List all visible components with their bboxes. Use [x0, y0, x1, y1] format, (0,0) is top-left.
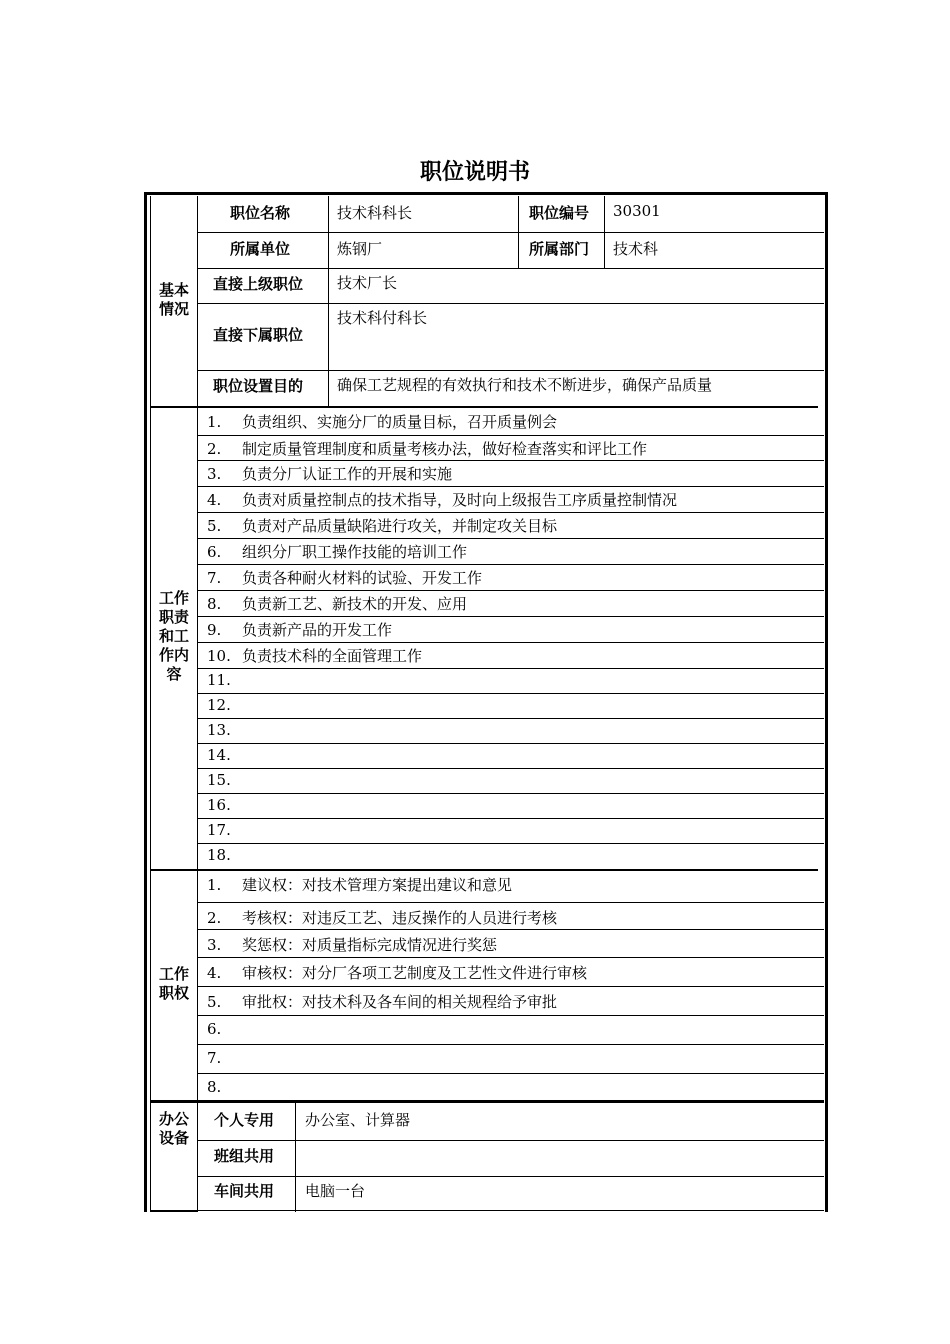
row-divider: [197, 793, 824, 794]
job-description-table: [144, 192, 828, 1212]
authority-item-number: 3.: [207, 936, 222, 954]
row-divider: [197, 1140, 824, 1141]
duty-item-number: 8.: [207, 595, 222, 613]
duty-item-text: 负责对质量控制点的技术指导，及时向上级报告工序质量控制情况: [242, 491, 678, 509]
duty-item-number: 15.: [207, 771, 231, 789]
section-label-basic: 基本 情况: [158, 281, 189, 318]
duty-item: [207, 696, 242, 714]
duty-item-text: 负责各种耐火材料的试验、开发工作: [242, 569, 483, 587]
basic-label-divider: [328, 196, 329, 408]
authority-item-number: 6.: [207, 1020, 222, 1038]
duty-item: [207, 438, 647, 459]
subordinate-label: 直接下属职位: [213, 326, 304, 344]
section-column-divider: [197, 196, 198, 1212]
duty-item: [207, 567, 482, 588]
workshop-equipment-label: 车间共用: [214, 1182, 275, 1200]
duty-item-text: 负责组织、实施分厂的质量目标，召开质量例会: [242, 413, 558, 431]
duty-item-number: 7.: [207, 569, 222, 587]
purpose-label: 职位设置目的: [213, 377, 304, 395]
row-divider: [197, 902, 824, 903]
duty-item-number: 9.: [207, 621, 222, 639]
row-divider: [197, 768, 824, 769]
section-divider: [150, 869, 818, 871]
row-divider: [197, 564, 824, 565]
row-divider: [197, 512, 824, 513]
authority-item: [207, 907, 557, 928]
row-divider: [197, 232, 824, 233]
row-divider: [197, 303, 824, 304]
duty-item-number: 18.: [207, 846, 231, 864]
duty-item-number: 2.: [207, 440, 222, 458]
authority-item-number: 1.: [207, 876, 222, 894]
authority-item: [207, 874, 512, 895]
row-divider: [197, 1073, 824, 1074]
duty-item: [207, 645, 422, 666]
row-divider: [197, 668, 824, 669]
equipment-label-divider: [295, 1103, 296, 1212]
authority-item-text: 奖惩权：对质量指标完成情况进行奖惩: [242, 936, 498, 954]
duty-item: [207, 489, 677, 510]
authority-item-text: 建议权：对技术管理方案提出建议和意见: [242, 876, 513, 894]
row-divider: [197, 929, 824, 930]
row-divider: [197, 693, 824, 694]
authority-item: [207, 962, 587, 983]
row-divider: [197, 460, 824, 461]
duty-item: [207, 746, 242, 764]
authority-item: [207, 1020, 242, 1038]
authority-item-number: 4.: [207, 964, 222, 982]
section-label-duties: 工作 职责 和工 作内 容: [158, 589, 189, 683]
duty-item-text: 负责新产品的开发工作: [242, 621, 393, 639]
authority-item: [207, 1049, 242, 1067]
duty-item-number: 3.: [207, 465, 222, 483]
row-divider: [197, 1176, 824, 1177]
duty-item-number: 11.: [207, 671, 231, 689]
duty-item-text: 负责分厂认证工作的开展和实施: [242, 465, 453, 483]
workshop-equipment-value: 电脑一台: [305, 1182, 366, 1200]
authority-item: [207, 934, 497, 955]
duty-item-number: 10.: [207, 647, 231, 665]
authority-item-number: 2.: [207, 909, 222, 927]
row-divider: [197, 268, 824, 269]
authority-item: [207, 991, 557, 1012]
duty-item: [207, 515, 557, 536]
authority-item-text: 审核权：对分厂各项工艺制度及工艺性文件进行审核: [242, 964, 588, 982]
table-inner-left-border: [150, 196, 151, 1212]
row-divider: [197, 957, 824, 958]
superior-label: 直接上级职位: [213, 275, 304, 293]
dept-value: 技术科: [613, 240, 659, 258]
position-code-label: 职位编号: [529, 204, 590, 222]
authority-item-number: 7.: [207, 1049, 222, 1067]
authority-item-text: 审批权：对技术科及各车间的相关规程给予审批: [242, 993, 558, 1011]
row-divider: [197, 1044, 824, 1045]
superior-value: 技术厂长: [337, 274, 398, 292]
position-name-label: 职位名称: [230, 204, 291, 222]
position-name-value: 技术科科长: [337, 204, 413, 222]
duty-item-number: 1.: [207, 413, 222, 431]
row-divider: [197, 538, 824, 539]
duty-item: [207, 771, 242, 789]
duty-item: [207, 821, 242, 839]
row-divider: [197, 616, 824, 617]
table-bottom-left: [150, 1210, 198, 1212]
duty-item-number: 4.: [207, 491, 222, 509]
duty-item: [207, 541, 467, 562]
duty-item-text: 负责新工艺、新技术的开发、应用: [242, 595, 468, 613]
section-label-authority: 工作 职权: [158, 965, 189, 1002]
unit-label: 所属单位: [230, 240, 291, 258]
row-divider: [197, 1210, 824, 1211]
duty-item: [207, 796, 242, 814]
duty-item-number: 6.: [207, 543, 222, 561]
personal-equipment-value: 办公室、计算器: [305, 1111, 411, 1129]
section-divider-thick: [150, 1100, 824, 1103]
duty-item-number: 14.: [207, 746, 231, 764]
row-divider: [197, 986, 824, 987]
duty-item-number: 17.: [207, 821, 231, 839]
duty-item: [207, 619, 392, 640]
section-label-equipment: 办公 设备: [158, 1110, 189, 1147]
unit-value: 炼钢厂: [337, 240, 383, 258]
row-divider: [197, 718, 824, 719]
row-divider: [197, 486, 824, 487]
purpose-value: 确保工艺规程的有效执行和技术不断进步，确保产品质量: [337, 376, 713, 394]
duty-item: [207, 463, 452, 484]
subordinate-value: 技术科付科长: [337, 309, 428, 327]
duty-item-text: 负责对产品质量缺陷进行攻关，并制定攻关目标: [242, 517, 558, 535]
duty-item: [207, 671, 242, 689]
duty-item: [207, 846, 242, 864]
duty-item-number: 5.: [207, 517, 222, 535]
row-divider: [197, 818, 824, 819]
authority-item-number: 5.: [207, 993, 222, 1011]
duty-item: [207, 411, 557, 432]
duty-item-text: 组织分厂职工操作技能的培训工作: [242, 543, 468, 561]
duty-item: [207, 593, 467, 614]
duty-item: [207, 721, 242, 739]
authority-item-text: 考核权：对违反工艺、违反操作的人员进行考核: [242, 909, 558, 927]
row-divider: [197, 370, 824, 371]
team-equipment-label: 班组共用: [214, 1147, 275, 1165]
duty-item-text: 负责技术科的全面管理工作: [242, 647, 423, 665]
authority-item-number: 8.: [207, 1078, 222, 1096]
row-divider: [197, 435, 824, 436]
position-code-value: 30301: [613, 202, 661, 220]
authority-item: [207, 1078, 242, 1096]
duty-item-number: 16.: [207, 796, 231, 814]
personal-equipment-label: 个人专用: [214, 1111, 275, 1129]
duty-item-number: 13.: [207, 721, 231, 739]
row-divider: [197, 743, 824, 744]
row-divider: [197, 590, 824, 591]
duty-item-number: 12.: [207, 696, 231, 714]
page-title: 职位说明书: [419, 160, 530, 185]
row-divider: [197, 642, 824, 643]
row-divider: [197, 843, 824, 844]
duty-item-text: 制定质量管理制度和质量考核办法，做好检查落实和评比工作: [242, 440, 648, 458]
row-divider: [197, 1015, 824, 1016]
dept-label: 所属部门: [529, 240, 590, 258]
section-divider: [150, 406, 818, 408]
